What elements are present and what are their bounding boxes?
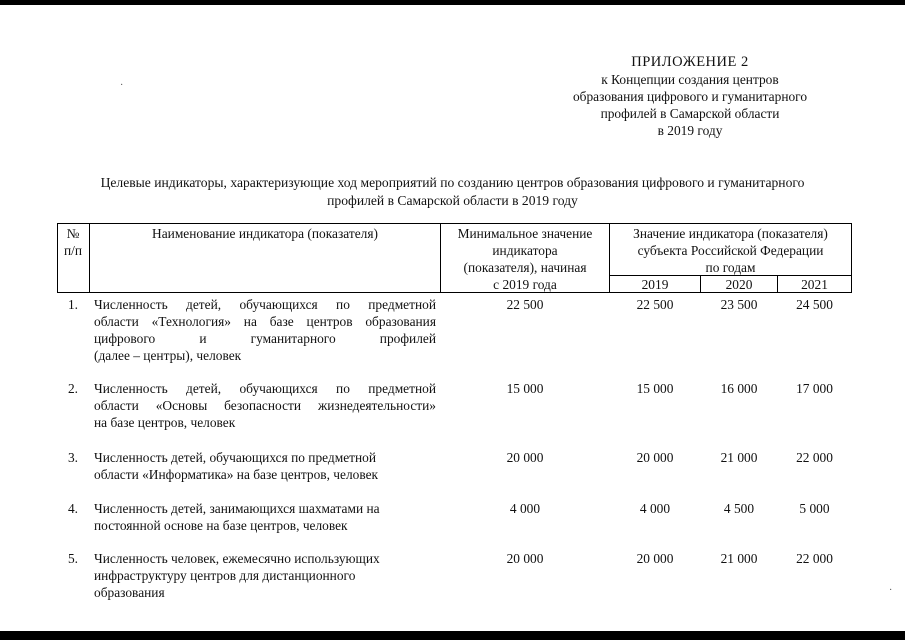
appendix-line: профилей в Самарской области: [600, 106, 780, 121]
header-year-2021: 2021: [801, 277, 828, 292]
row-min-value: 4 000: [509, 501, 541, 516]
row-indicator-name: Численность детей, обучающихся по предметной области «Информатика» на базе центров, человек: [94, 450, 379, 482]
row-value-2021: 22 000: [796, 551, 833, 566]
row-value-2020: 4 500: [723, 501, 755, 516]
table-border-right: [851, 223, 852, 293]
appendix-line: к Концепции создания центров: [601, 72, 779, 87]
row-number: 4.: [67, 501, 79, 516]
row-value-2019: 4 000: [639, 501, 671, 516]
header-year-2020: 2020: [725, 277, 753, 292]
header-min-value: Минимальное значение индикатора (показателя), начиная с 2019 года: [457, 226, 593, 292]
row-value-2021: 22 000: [796, 450, 833, 465]
row-indicator-name: Численность детей, занимающихся шахматами на постоянной основе на базе центров, человек: [94, 501, 380, 533]
document-title: [50, 174, 855, 210]
row-indicator-name: Численность детей, обучающихся по предметной области «Технология» на базе центров образования цифрового и гуманитарного профилей (далее – центры), человек: [94, 297, 436, 363]
scan-border-bottom: [0, 631, 905, 640]
row-value-2020: 21 000: [720, 450, 758, 465]
row-value-2019: 15 000: [636, 381, 674, 396]
row-number: 3.: [67, 450, 79, 465]
row-value-2020: 21 000: [720, 551, 758, 566]
row-number: 2.: [67, 381, 79, 396]
appendix-line: образования цифрового и гуманитарного: [572, 89, 808, 104]
appendix-block: [540, 54, 840, 139]
row-number: 1.: [67, 297, 79, 312]
scan-border-top: [0, 0, 905, 5]
scan-speck: ·: [889, 585, 893, 596]
document-title-line: профилей в Самарской области в 2019 году: [327, 193, 578, 208]
header-num: № п/п: [63, 226, 83, 258]
scan-speck: ·: [120, 80, 124, 91]
indicators-table: [57, 223, 852, 623]
row-min-value: 22 500: [506, 297, 544, 312]
row-value-2021: 17 000: [796, 381, 833, 396]
row-number: 5.: [67, 551, 79, 566]
header-value-by-years: Значение индикатора (показателя) субъекта Российской Федерации по годам: [633, 226, 828, 275]
header-name: Наименование индикатора (показателя): [152, 226, 378, 241]
row-indicator-name: Численность человек, ежемесячно использующих инфраструктуру центров для дистанционного образования: [94, 551, 380, 600]
row-value-2021: 5 000: [799, 501, 830, 516]
row-value-2019: 20 000: [636, 450, 674, 465]
header-year-2019: 2019: [641, 277, 669, 292]
row-value-2020: 16 000: [720, 381, 758, 396]
row-value-2020: 23 500: [720, 297, 758, 312]
row-value-2021: 24 500: [796, 297, 833, 312]
document-title-line: Целевые индикаторы, характеризующие ход мероприятий по созданию центров образования цифрового и гуманитарного: [100, 175, 805, 190]
row-min-value: 20 000: [506, 551, 544, 566]
row-value-2019: 20 000: [636, 551, 674, 566]
appendix-line: в 2019 году: [657, 123, 723, 138]
row-indicator-name: Численность детей, обучающихся по предметной области «Основы безопасности жизнедеятельности» на базе центров, человек: [94, 381, 436, 430]
row-min-value: 20 000: [506, 450, 544, 465]
row-value-2019: 22 500: [636, 297, 674, 312]
table-border-top: [57, 223, 852, 224]
appendix-title: ПРИЛОЖЕНИЕ 2: [631, 54, 749, 70]
row-min-value: 15 000: [506, 381, 544, 396]
